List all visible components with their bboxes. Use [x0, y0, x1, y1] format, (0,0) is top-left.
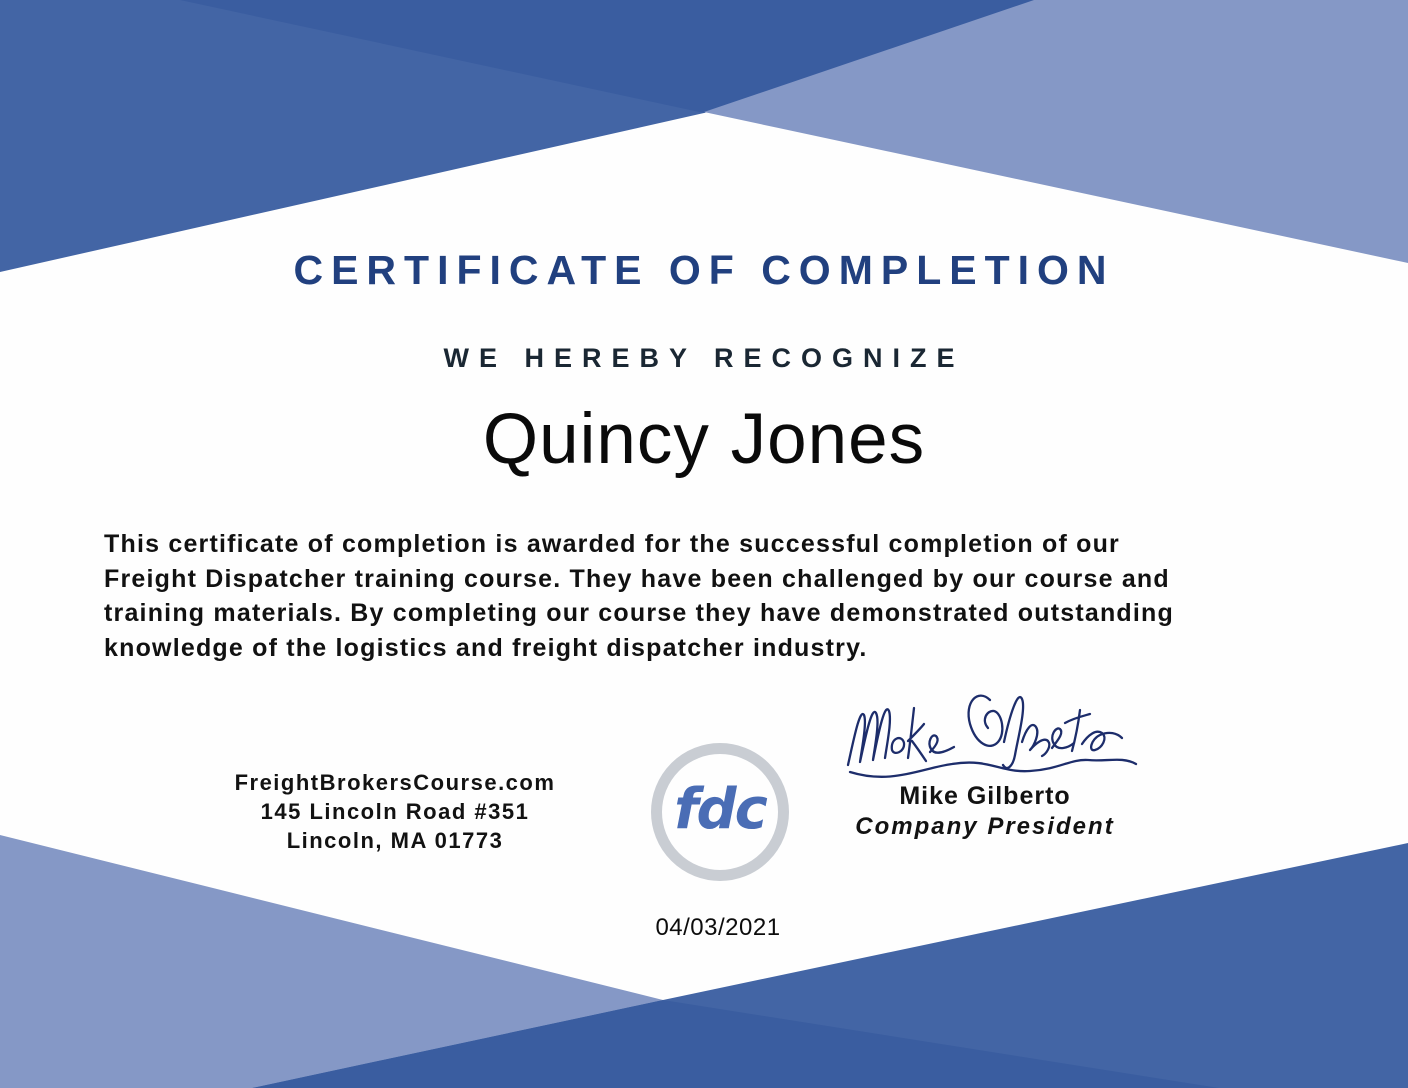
issue-date: 04/03/2021 — [655, 914, 781, 941]
body-line-3: training materials. By completing our course they have demonstrated outstanding — [104, 599, 1174, 627]
recipient-name: Quincy Jones — [482, 400, 926, 479]
signature-underline — [850, 760, 1136, 777]
fdc-logo-icon — [651, 743, 789, 881]
body-line-2: Freight Dispatcher training course. They have been challenged by our course and — [104, 564, 1170, 593]
fdc-logo-text: fdc — [674, 777, 766, 842]
certificate-body — [104, 527, 1314, 665]
signature-stroke — [930, 735, 954, 752]
signature-stroke — [892, 738, 904, 753]
signature-stroke — [1082, 732, 1122, 750]
issuer-address-line1: 145 Lincoln Road #351 — [260, 799, 530, 824]
issuer-website: FreightBrokersCourse.com — [234, 770, 556, 795]
signature-stroke — [908, 708, 926, 761]
certificate-title: CERTIFICATE OF COMPLETION — [293, 247, 1115, 293]
body-line-1: This certificate of completion is awarded for the successful completion of our — [104, 530, 1120, 558]
issuer-address-line2: Lincoln, MA 01773 — [286, 828, 504, 853]
signature-stroke — [1003, 697, 1023, 768]
issuer-address-block — [205, 768, 585, 855]
signature-stroke — [1052, 728, 1074, 748]
signer-title: Company President — [855, 813, 1115, 840]
signature-stroke — [848, 709, 890, 765]
signature-stroke — [1022, 725, 1049, 756]
signature-icon — [830, 680, 1150, 790]
signature-stroke — [1065, 710, 1090, 751]
body-line-4: knowledge of the logistics and freight dispatcher industry. — [104, 633, 868, 662]
signer-block — [835, 781, 1135, 842]
certificate-subtitle: WE HEREBY RECOGNIZE — [443, 343, 965, 373]
signature-stroke — [969, 696, 1003, 746]
signer-name: Mike Gilberto — [899, 782, 1071, 810]
